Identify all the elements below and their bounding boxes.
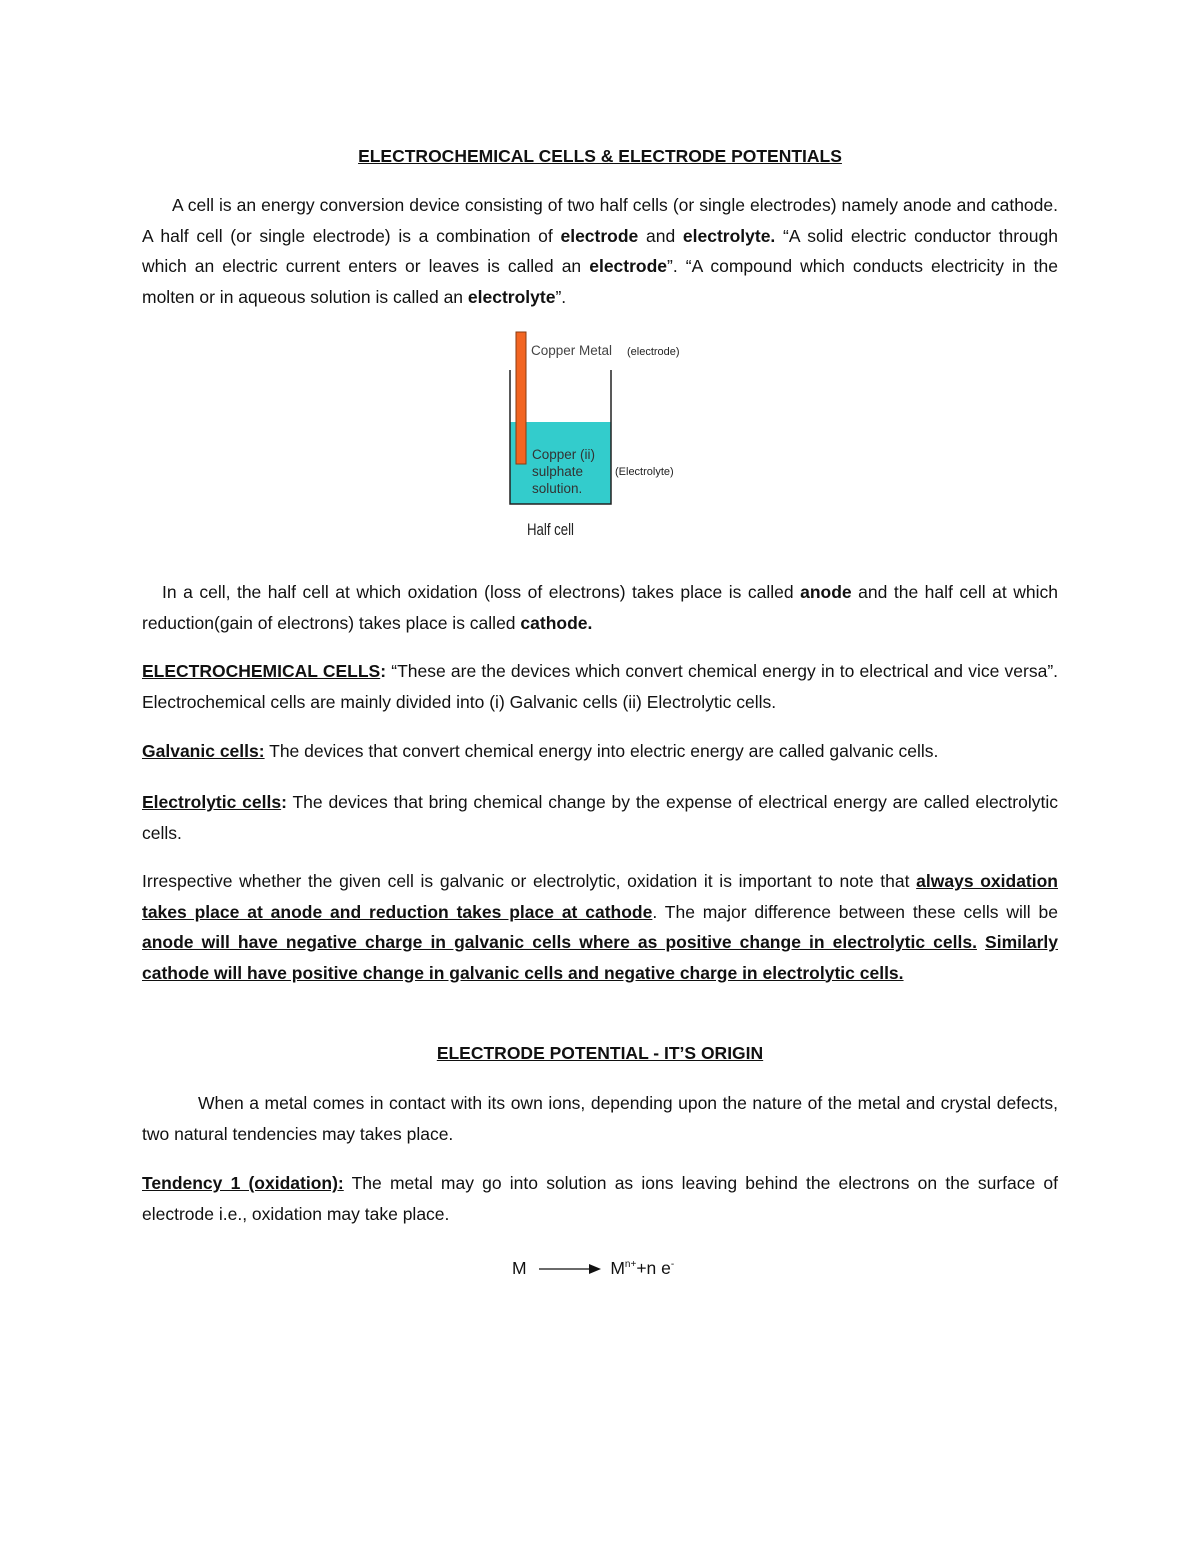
reaction-arrow-icon [537,1262,603,1276]
figure-caption: Half cell [527,520,574,539]
half-cell-diagram [500,328,700,548]
equation-lhs: M [512,1257,527,1278]
tendency-1-paragraph: Tendency 1 (oxidation): The metal may go into solution as ions leaving behind the electrons on the surface of electrode i.e., oxidation may take place. [142,1173,1058,1224]
metal-contact-paragraph: When a metal comes in contact with its own ions, depending upon the nature of the metal and crystal defects, two natural tendencies may takes place. [142,1093,1058,1144]
section-title-electrode-potential: ELECTRODE POTENTIAL - IT’S ORIGIN [436,1043,764,1063]
intro-paragraph: A cell is an energy conversion device consisting of two half cells (or single electrodes) namely anode and cathode. A half cell (or single electrode) is a combination of electrode and electrolyte. “A solid electric conductor through which an electric current enters or leaves is called an electrode”. “A compound which conducts electricity in the molten or in aqueous solution is called an electrolyte”. [142,195,1058,307]
electrolytic-cells-paragraph: Electrolytic cells: The devices that bring chemical change by the expense of electrical energy are called electrolytic cells. [142,792,1058,843]
oxidation-equation [512,1250,712,1280]
electrolyte-label: (Electrolyte) [615,466,674,478]
galvanic-cells-paragraph: Galvanic cells: The devices that convert chemical energy into electric energy are called galvanic cells. [142,741,939,761]
oxidation-reduction-paragraph: Irrespective whether the given cell is galvanic or electrolytic, oxidation it is important to note that always oxidation takes place at anode and reduction takes place at cathode. The major difference between these cells will be anode will have negative charge in galvanic cells where as positive change in electrolytic cells. Similarly cathode will have positive change in galvanic cells and negative charge in electrolytic cells. [142,871,1058,983]
copper-rod [516,332,526,464]
electrochemical-cells-paragraph: ELECTROCHEMICAL CELLS: “These are the devices which convert chemical energy in to electrical and vice versa”. Electrochemical cells are mainly divided into (i) Galvanic cells (ii) Electrolytic cells. [142,661,1059,712]
page-title: ELECTROCHEMICAL CELLS & ELECTRODE POTENTIALS [358,146,842,166]
solution-label-line2: sulphate [532,464,584,479]
equation-rhs: $M^{n+}+n$ e- [610,1257,675,1278]
solution-label-line1: Copper (ii) [532,447,596,462]
anode-cathode-paragraph: In a cell, the half cell at which oxidation (loss of electrons) takes place is called anode and the half cell at which reduction(gain of electrons) takes place is called cathode. [142,582,1058,633]
electrode-label: (electrode) [627,346,680,358]
copper-metal-label: Copper Metal [531,343,613,358]
solution-label-line3: solution. [532,481,583,496]
